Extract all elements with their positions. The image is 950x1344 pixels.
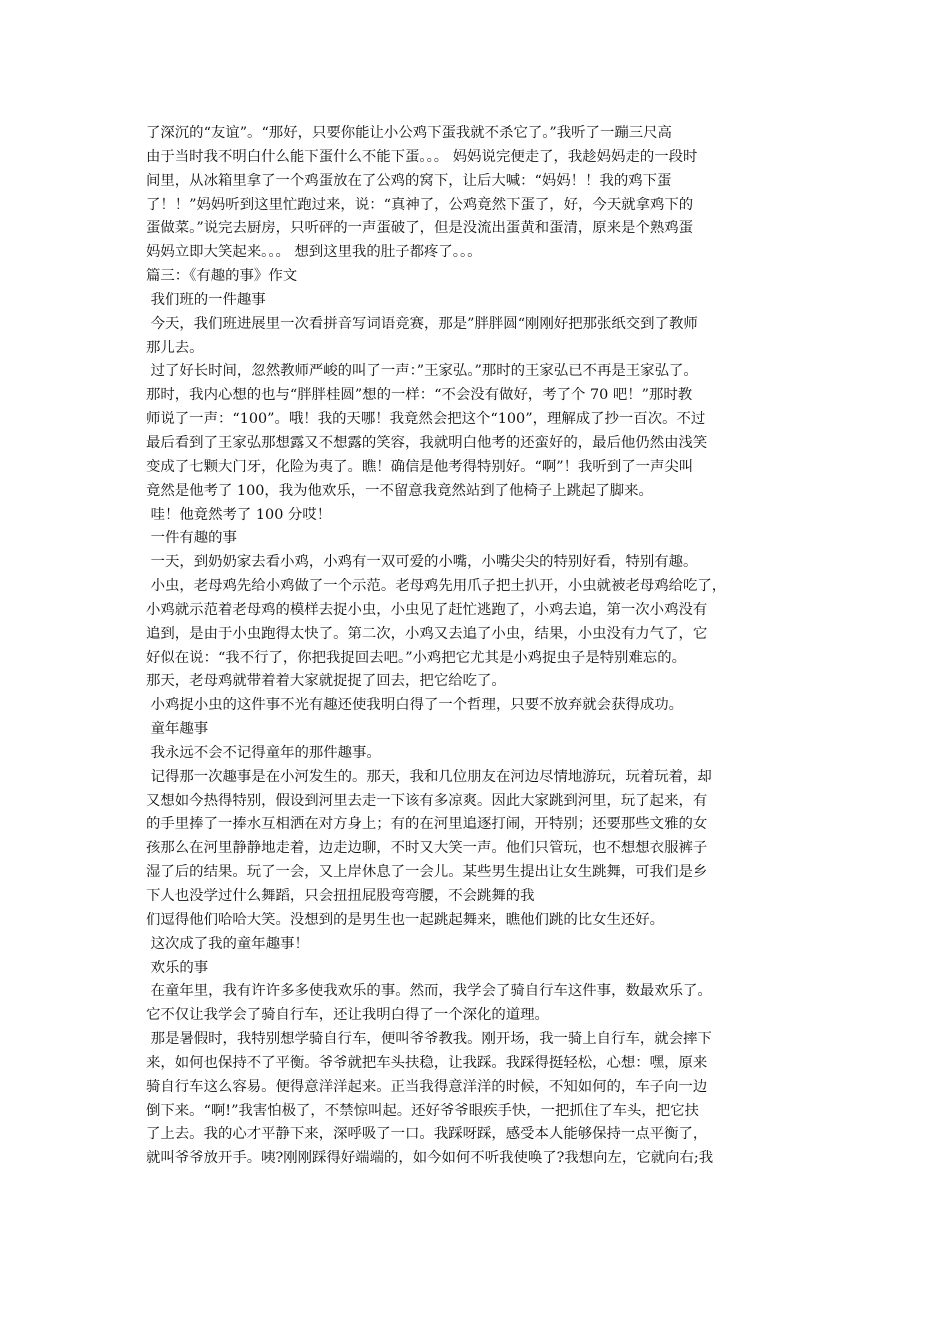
text-line: 今天，我们班进展里一次看拼音写词语竞赛，那是”胖胖圆“刚刚好把那张纸交到了教师 [146, 315, 698, 332]
text-line: 又想如今热得特别，假设到河里去走一下该有多凉爽。因此大家跳到河里，玩了起来，有 [146, 792, 708, 809]
text-line: 那天，老母鸡就带着着大家就捉捉了回去，把它给吃了。 [146, 673, 506, 690]
text-line: 小鸡就示范着老母鸡的模样去捉小虫，小虫见了赶忙逃跑了，小鸡去追，第一次小鸡没有 [146, 601, 708, 618]
text-line: 最后看到了王家弘那想露又不想露的笑容，我就明白他考的还蛮好的，最后他仍然由浅笑 [146, 434, 708, 451]
text-line: 欢乐的事 [146, 959, 209, 976]
text-line: 变成了七颗大门牙，化险为夷了。瞧！确信是他考得特别好。“啊”！我听到了一声尖叫 [146, 458, 694, 475]
text-line: 童年趣事 [146, 721, 209, 738]
text-line: 记得那一次趣事是在小河发生的。那天，我和几位朋友在河边尽情地游玩，玩着玩着，却 [146, 768, 712, 785]
text-line: 了深沉的“友谊”。“那好，只要你能让小公鸡下蛋我就不杀它了。”我听了一蹦三尺高 [146, 125, 672, 141]
text-line: 的手里捧了一捧水互相洒在对方身上；有的在河里追逐打闹，开特别；还要那些文雅的女 [146, 816, 708, 833]
text-line: 来，如何也保持不了平衡。爷爷就把车头扶稳，让我踩。我踩得挺轻松，心想：嘿，原来 [146, 1054, 708, 1071]
text-line: 我们班的一件趣事 [146, 291, 266, 308]
text-line: 追到，是由于小虫跑得太快了。第二次，小鸡又去追了小虫，结果，小虫没有力气了，它 [146, 625, 708, 642]
text-line: 那是暑假时，我特别想学骑自行车，便叫爷爷教我。刚开场，我一骑上自行车，就会摔下 [146, 1031, 712, 1048]
text-line: 好似在说：“我不行了，你把我捉回去吧。”小鸡把它尤其是小鸡捉虫子是特别难忘的。 [146, 649, 686, 666]
text-line: 这次成了我的童年趣事！ [146, 935, 309, 952]
text-line: 了上去。我的心才平静下来，深呼吸了一口。我踩呀踩，感受本人能够保持一点平衡了， [146, 1126, 708, 1143]
text-line: 妈妈立即大笑起来。。。 想到这里我的肚子都疼了。。。 [146, 244, 482, 261]
text-line: 在童年里，我有许许多多使我欢乐的事。然而，我学会了骑自行车这件事，数最欢乐了。 [146, 983, 712, 1000]
text-line: 一天，到奶奶家去看小鸡，小鸡有一双可爱的小嘴，小嘴尖尖的特别好看，特别有趣。 [146, 554, 698, 571]
text-line: 师说了一声：“100”。哦！我的天哪！我竟然会把这个“100”，理解成了抄一百次。不过 [146, 411, 706, 428]
text-line: 那儿去。 [146, 339, 204, 356]
text-line: 了！！”妈妈听到这里忙跑过来，说：“真神了，公鸡竟然下蛋了，好，今天就拿鸡下的 [146, 196, 694, 213]
text-line: 骑自行车这么容易。便得意洋洋起来。正当我得意洋洋的时候，不知如何的，车子向一边 [146, 1078, 708, 1095]
text-line: 蛋做菜。”说完去厨房，只听砰的一声蛋破了，但是没流出蛋黄和蛋清，原来是个熟鸡蛋 [146, 220, 694, 237]
text-line: 湿了后的结果。玩了一会，又上岸休息了一会儿。某些男生提出让女生跳舞，可我们是乡 [146, 864, 708, 881]
text-line: 一件有趣的事 [146, 530, 237, 547]
text-line: 由于当时我不明白什么能下蛋什么不能下蛋。。。 妈妈说完便走了，我趁妈妈走的一段时 [146, 148, 698, 165]
text-line: 小鸡捉小虫的这件事不光有趣还使我明白得了一个哲理，只要不放弃就会获得成功。 [146, 697, 684, 714]
text-line: 过了好长时间，忽然教师严峻的叫了一声：”王家弘。”那时的王家弘已不再是王家弘了。 [146, 363, 698, 380]
text-line: 哇！他竟然考了 100 分哎！ [146, 506, 332, 523]
text-line: 那时，我内心想的也与“胖胖桂圆”想的一样：“不会没有做好，考了个 70 吧！”那时教 [146, 387, 693, 404]
text-line: 孩那么在河里静静地走着，边走边聊，不时又大笑一声。他们只管玩，也不想想衣服裤子 [146, 840, 708, 857]
text-line: 竟然是他考了 100，我为他欢乐，一不留意我竟然站到了他椅子上跳起了脚来。 [146, 482, 653, 499]
text-line: 间里，从冰箱里拿了一个鸡蛋放在了公鸡的窝下，让后大喊：“妈妈！！我的鸡下蛋 [146, 172, 672, 189]
text-line: 它不仅让我学会了骑自行车，还让我明白得了一个深化的道理。 [146, 1007, 549, 1024]
text-line: 我永远不会不记得童年的那件趣事。 [146, 744, 381, 761]
text-line: 篇三：《有趣的事》作文 [146, 268, 298, 285]
text-line: 下人也没学过什么舞蹈，只会扭扭屁股弯弯腰，不会跳舞的我 [146, 888, 535, 904]
text-line: 倒下来。“啊!”我害怕极了，不禁惊叫起。还好爷爷眼疾手快，一把抓住了车头，把它扶 [146, 1102, 699, 1119]
text-line: 们逗得他们哈哈大笑。没想到的是男生也一起跳起舞来，瞧他们跳的比女生还好。 [146, 911, 665, 928]
text-line: 就叫爷爷放开手。咦?刚刚踩得好端端的，如今如何不听我使唤了?我想向左，它就向右;我 [146, 1150, 714, 1167]
document-body [146, 122, 810, 1171]
text-line: 小虫，老母鸡先给小鸡做了一个示范。老母鸡先用爪子把土扒开，小虫就被老母鸡给吃了， [146, 578, 727, 595]
